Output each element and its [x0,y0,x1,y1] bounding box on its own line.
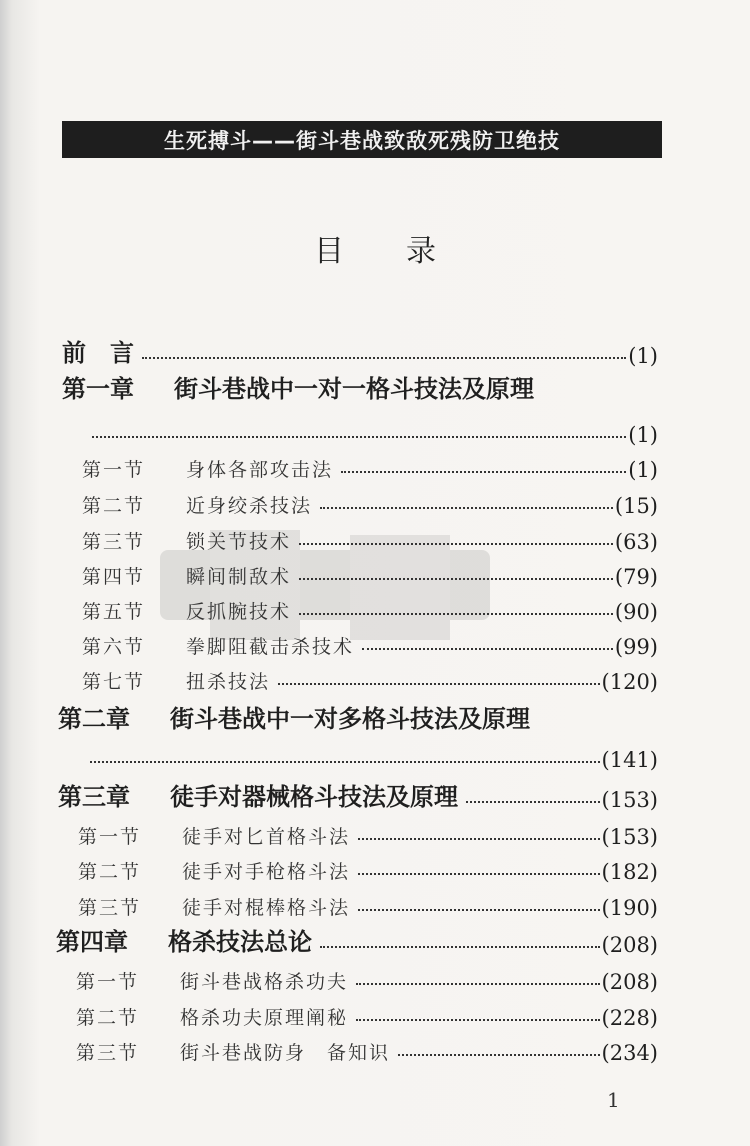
page-number: (1) [628,344,658,368]
toc-entry-section[interactable] [0,815,750,849]
entry-number: 第二节 [78,861,142,883]
page-number: (1) [628,423,658,447]
toc-entry-section[interactable] [0,960,750,994]
entry-title: 徒手对匕首格斗法 [182,826,351,848]
toc-entry-chapter-4[interactable] [0,923,750,957]
page-number: (208) [601,933,658,957]
toc-entry-chapter-3[interactable] [0,778,750,812]
entry-title: 瞬间制敌术 [186,566,292,588]
toc-heading: 目录 [314,234,498,269]
toc-entry-section[interactable] [0,996,750,1030]
toc-entry-section[interactable] [0,660,750,694]
dot-leader [92,436,626,438]
toc-entry-chapter-2[interactable] [0,700,750,734]
page-number: (190) [601,896,658,920]
entry-title: 徒手对手枪格斗法 [182,861,351,883]
dot-leader [90,761,600,763]
toc-entry-section[interactable] [0,555,750,589]
page-number: (153) [601,825,658,849]
entry-title: 格杀功夫原理阐秘 [180,1007,349,1029]
entry-number: 第七节 [82,671,146,693]
page-folio-number: 1 [607,1088,620,1112]
entry-number: 第三节 [76,1042,140,1064]
dot-leader [142,357,626,359]
entry-number: 第三章 [58,783,130,811]
entry-number: 第五节 [82,601,146,623]
page-number: (120) [601,670,658,694]
dot-leader [299,613,613,615]
dot-leader [466,801,600,803]
entry-number: 第三节 [78,897,142,919]
toc-entry-section[interactable] [0,448,750,482]
entry-title: 街斗巷战格杀功夫 [180,971,349,993]
page-number: (228) [601,1006,658,1030]
entry-title: 拳脚阻截击杀技术 [186,636,355,658]
entry-number: 第一节 [76,971,140,993]
page-number: (99) [614,635,658,659]
page-number: (234) [601,1041,658,1065]
entry-title: 街斗巷战中一对多格斗技法及原理 [170,705,530,733]
entry-number: 第四章 [56,928,128,956]
entry-number: 第三节 [82,531,146,553]
dot-leader [358,838,600,840]
book-title-banner: 生死搏斗——街斗巷战致敌死残防卫绝技 [62,121,662,158]
dot-leader [320,946,600,948]
entry-title: 街斗巷战中一对一格斗技法及原理 [174,375,534,403]
toc-entry-section[interactable] [0,1031,750,1065]
page-number: (141) [601,748,658,772]
entry-title: 近身绞杀技法 [186,495,313,517]
dot-leader [299,543,613,545]
entry-number: 第二节 [76,1007,140,1029]
entry-title: 徒手对器械格斗技法及原理 [170,783,458,811]
dot-leader [358,873,600,875]
toc-entry-section[interactable] [0,625,750,659]
dot-leader [398,1054,600,1056]
dot-leader [341,471,626,473]
toc-entry-chapter-2-page[interactable] [0,738,750,772]
dot-leader [358,909,600,911]
dot-leader [362,648,613,650]
entry-number: 第四节 [82,566,146,588]
entry-title: 锁关节技术 [186,531,292,553]
dot-leader [320,507,613,509]
entry-number: 第一节 [82,459,146,481]
entry-number: 第一章 [62,375,134,403]
entry-title: 街斗巷战防身 备知识 [180,1042,391,1064]
toc-entry-chapter-1[interactable] [0,370,750,404]
dot-leader [356,1019,600,1021]
toc-entry-preface[interactable] [0,334,750,368]
toc-entry-section[interactable] [0,590,750,624]
entry-title: 格杀技法总论 [168,928,312,956]
toc-entry-section[interactable] [0,886,750,920]
page-number: (90) [614,600,658,624]
entry-title: 扭杀技法 [186,671,271,693]
entry-title: 徒手对棍棒格斗法 [182,897,351,919]
page-number: (208) [601,970,658,994]
entry-title: 身体各部攻击法 [186,459,334,481]
entry-number: 第二节 [82,495,146,517]
entry-number: 第六节 [82,636,146,658]
entry-number: 第二章 [58,705,130,733]
entry-title: 反抓腕技术 [186,601,292,623]
toc-entry-section[interactable] [0,850,750,884]
page-number: (1) [628,458,658,482]
dot-leader [299,578,613,580]
page-number: (182) [601,860,658,884]
dot-leader [356,983,600,985]
toc-entry-section[interactable] [0,520,750,554]
toc-entry-chapter-1-page[interactable] [0,413,750,447]
page-number: (63) [614,530,658,554]
entry-number: 第一节 [78,826,142,848]
toc-entry-section[interactable] [0,484,750,518]
dot-leader [278,683,600,685]
page-number: (15) [614,494,658,518]
page-number: (153) [601,788,658,812]
page-number: (79) [614,565,658,589]
entry-number: 前 言 [62,339,134,367]
